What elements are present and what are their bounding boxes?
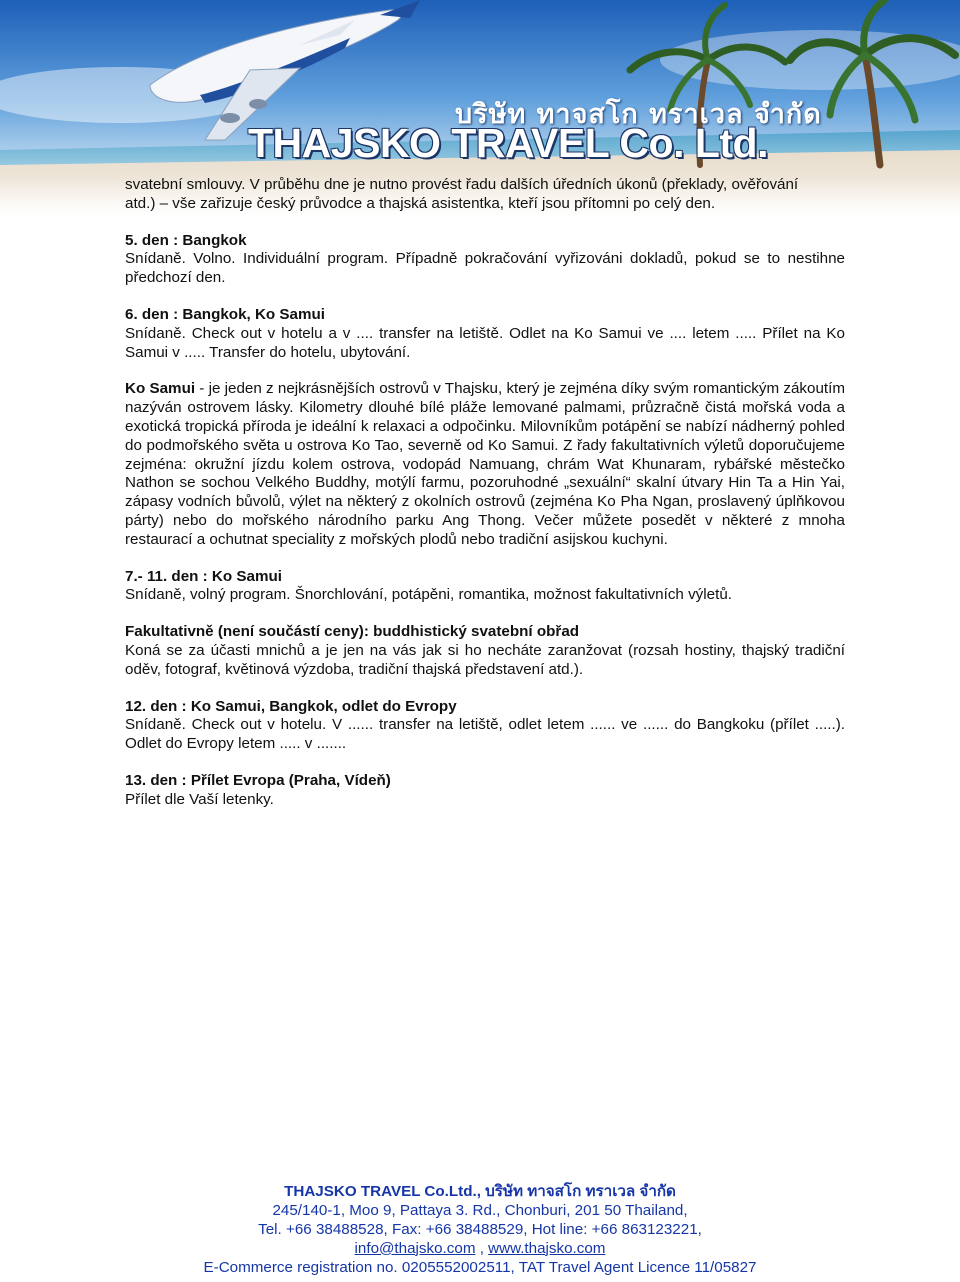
day-description: Snídaně. Check out v hotelu a v .... transfer na letiště. Odlet na Ko Samui ve .... letem ..... Přílet na Ko Samui v ..... Transfer do hotelu, ubytování. <box>125 324 845 361</box>
intro-line: atd.) – vše zařizuje český průvodce a thajská asistentka, kteří jsou přítomni po celý den. <box>125 194 716 212</box>
website-link[interactable]: www.thajsko.com <box>488 1239 606 1257</box>
footer <box>0 1183 960 1278</box>
ko-samui-text: - je jeden z nejkrásnějších ostrovů v Thajsku, který je zejména díky svým romantickým zákoutím nazýván ostrovem lásky. Kilometry dlouhé bílé pláže lemované palmami, průzračně čistá mořská voda a exotická tropická příroda je ideální k relaxaci a odpočinku. Milovníkům potápění se nabízí nádherný pohled do podmořského světa u ostrova Ko Tao, severně od Ko Samui. Z řady fakultativních výletů doporučujeme zejména: okružní jízdu kolem ostrova, vodopád Namuang, chrám Wat Khunaram, rybářské městečko Nathon se sochou Velkého Buddhy, motýlí farmu, pozoruhodné „sexuální“ skalní útvary Hin Ta a Hin Yai, zápasy vodních bůvolů, výlet na některý z okolních ostrovů (zejména Ko Pha Ngan, proslavený úplňkovou párty) nebo do mořského národního parku Ang Thong. Večer můžete posedět v některé z mnoha restaurací a ochutnat speciality z mořských plodů nebo tradiční asijskou kuchyni. <box>125 380 845 548</box>
day-heading: 6. den : Bangkok, Ko Samui <box>125 305 326 323</box>
ko-samui-paragraph <box>125 380 845 549</box>
footer-company: THAJSKO TRAVEL Co.Ltd., บริษัท ทาจสโก ทราเวล จำกัด <box>284 1183 676 1200</box>
footer-phones: Tel. +66 38488528, Fax: +66 38488529, Hot line: +66 863123221, <box>258 1220 702 1238</box>
footer-links <box>0 1240 960 1259</box>
footer-address: 245/140-1, Moo 9, Pattaya 3. Rd., Chonburi, 201 50 Thailand, <box>272 1201 688 1219</box>
day-heading: 13. den : Přílet Evropa (Praha, Vídeň) <box>125 771 391 789</box>
day-description: Přílet dle Vaší letenky. <box>125 790 274 808</box>
optional-description: Koná se za účasti mnichů a je jen na vás jak si ho necháte zaranžovat (rozsah hostiny, thajský tradiční oděv, fotograf, květinová výzdoba, tradiční thajská představení atd.). <box>125 641 845 678</box>
company-title: THAJSKO TRAVEL Co. Ltd. <box>248 120 768 166</box>
day-heading: 5. den : Bangkok <box>125 231 247 249</box>
ko-samui-lead: Ko Samui <box>125 380 196 398</box>
day-heading: 7.- 11. den : Ko Samui <box>125 567 282 585</box>
day-description: Snídaně, volný program. Šnorchlování, potápěni, romantika, možnost fakultativních výletů. <box>125 586 732 604</box>
thai-company-name: บริษัท ทาจสโก ทราเวล จำกัด <box>455 99 822 130</box>
day-description: Snídaně. Volno. Individuální program. Případně pokračování vyřizováni dokladů, pokud se to nestihne předchozí den. <box>125 250 845 287</box>
intro-line: svatební smlouvy. V průběhu dne je nutno provést řadu dalších úředních úkonů (překlady, ověřování <box>125 176 799 193</box>
itinerary-content <box>125 176 845 810</box>
day-heading: 12. den : Ko Samui, Bangkok, odlet do Evropy <box>125 697 457 715</box>
footer-registration: E-Commerce registration no. 0205552002511, TAT Travel Agent Licence 11/05827 <box>203 1258 757 1276</box>
day-description: Snídaně. Check out v hotelu. V ...... transfer na letiště, odlet letem ...... ve ...... do Bangkoku (přílet .....). Odlet do Evropy letem ..... v ....... <box>125 716 845 753</box>
link-separator: , <box>475 1239 489 1257</box>
optional-heading: Fakultativně (není součástí ceny): buddhistický svatební obřad <box>125 623 580 641</box>
email-link[interactable]: info@thajsko.com <box>354 1239 476 1257</box>
